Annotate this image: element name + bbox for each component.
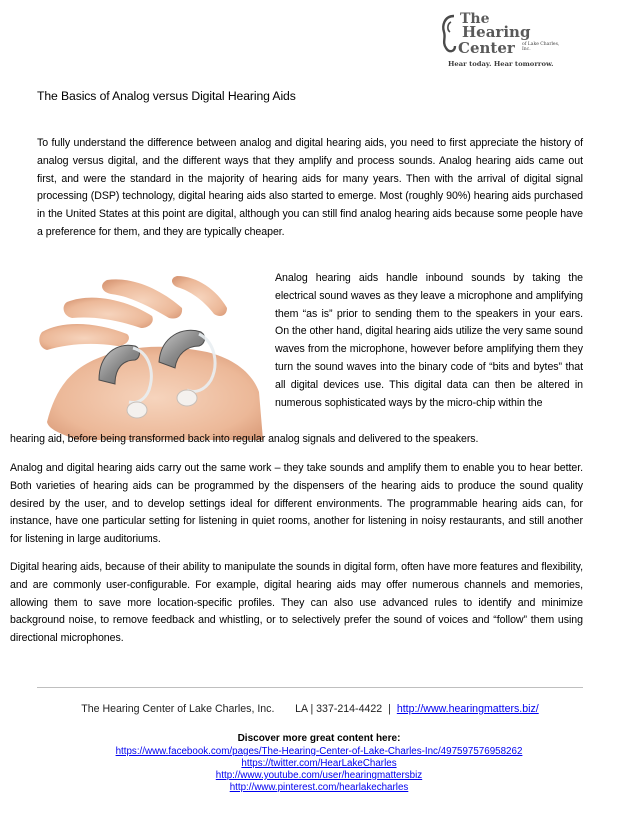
discover-heading: Discover more great content here: <box>237 733 401 744</box>
pinterest-link[interactable]: http://www.pinterest.com/hearlakecharles <box>229 782 409 793</box>
hearing-aids-in-hand-photo <box>37 272 263 440</box>
paragraph-analog-vs-digital-tail: hearing aid, before being transformed back into regular analog signals and delivered to the speakers. <box>10 433 479 445</box>
logo-word-hearing: Hearing <box>462 23 531 41</box>
footer-company-name: The Hearing Center of Lake Charles, Inc. <box>81 703 275 715</box>
footer-website-link[interactable]: http://www.hearingmatters.biz/ <box>396 703 539 715</box>
twitter-link[interactable]: https://twitter.com/HearLakeCharles <box>241 758 397 769</box>
logo-word-the: The <box>460 11 490 27</box>
paragraph-programming: Analog and digital hearing aids carry out the same work – they take sounds and amplify them to enable you to hear better. Both varieties of hearing aids can be programmed by the dispensers of the hearing aids to produce the sound quality desired by the user, and to develop settings ideal for different environments. The programmable hearing aids can, for instance, have one particular setting for listening in quiet rooms, another for listening in noisy restaurants, and still another for listening in large auditoriums. <box>10 462 583 546</box>
footer-location-phone: LA | 337-214-4422 <box>295 703 383 715</box>
document-title: The Basics of Analog versus Digital Hearing Aids <box>37 89 296 103</box>
footer-contact-line <box>37 703 583 715</box>
paragraph-digital-features: Digital hearing aids, because of their ability to manipulate the sounds in digital form, often have more features and flexibility, and are commonly user-configurable. For example, digital hearing aids may offer numerous channels and memories, allowing them to save more location-specific profiles. They can also use advanced rules to identify and minimize background noise, to remove feedback and whistling, or to selectively prefer the sound of voices and “follow” them using directional microphones. <box>10 561 583 645</box>
logo-subtitle: of Lake Charles, Inc. <box>522 42 560 52</box>
company-logo <box>440 12 580 74</box>
facebook-link[interactable]: https://www.facebook.com/pages/The-Hearing-Center-of-Lake-Charles-Inc/497597576958262 <box>115 746 523 757</box>
paragraph-intro: To fully understand the difference between analog and digital hearing aids, you need to first appreciate the history of analog versus digital, and the different ways that they amplify and process sounds. Analog hearing aids came out first, and were the standard in the majority of hearing aids for many years. Then with the arrival of digital signal processing (DSP) technology, digital hearing aids also started to emerge. Most (roughly 90%) hearing aids purchased in the United States at this point are digital, although you can still find analog hearing aids because some people have a preference for them, and they are typically cheaper. <box>37 137 583 238</box>
youtube-link[interactable]: http://www.youtube.com/user/hearingmattersbiz <box>215 770 423 781</box>
footer-separator: | <box>388 703 391 715</box>
logo-word-center: Center <box>458 39 515 57</box>
logo-tagline: Hear today. Hear tomorrow. <box>448 60 554 68</box>
paragraph-analog-vs-digital: Analog hearing aids handle inbound sounds by taking the electrical sound waves as they leave a microphone and amplifying them “as is” prior to sending them to the speakers in your ears. On the other hand, digital hearing aids utilize the very same sound waves from the microphone, however before amplifying them they turn the sound waves into the binary code of “bits and bytes” that all digital devices use. This digital data can then be altered in numerous sophisticated ways by the micro-chip within the <box>275 272 583 409</box>
footer-divider <box>37 687 583 688</box>
